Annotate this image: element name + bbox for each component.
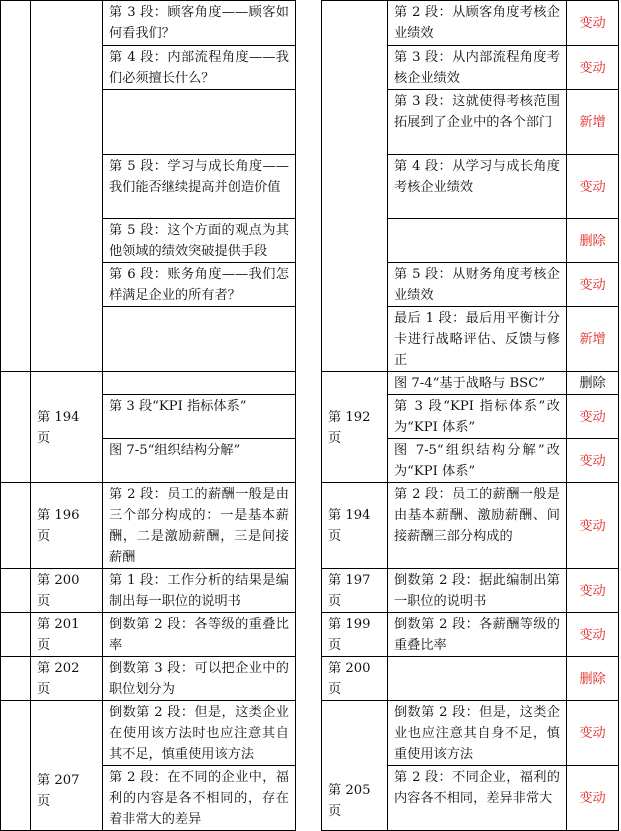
- column-spacer: [296, 1, 322, 831]
- old-page-cell: 第 200 页: [31, 569, 103, 613]
- table-row: [1, 1, 619, 46]
- new-text-cell: 最后 1 段：最后用平衡计分卡进行战略评估、反馈与修正: [388, 307, 567, 372]
- new-text-cell: 第 4 段：从学习与成长角度考核企业绩效: [388, 155, 567, 219]
- new-text-cell: 第 2 段：不同企业，福利的内容各不相同，差异非常大: [388, 766, 567, 831]
- status-cell: 新增: [567, 307, 619, 372]
- row-lead-blank: [1, 372, 31, 483]
- status-cell: 新增: [567, 90, 619, 155]
- new-text-cell: 倒数第 2 段：但是，这类企业也应注意其自身不足，慎重使用该方法: [388, 701, 567, 766]
- status-cell: 变动: [567, 46, 619, 90]
- new-text-cell: 第 3 段“KPI 指标体系”改为“KPI 体系”: [388, 395, 567, 439]
- old-text-cell: 倒数第 2 段：各等级的重叠比率: [103, 613, 296, 657]
- old-text-cell: 第 4 段：内部流程角度——我们必须擅长什么？: [103, 46, 296, 90]
- old-page-cell: 第 207 页: [31, 701, 103, 831]
- row-lead-blank: [1, 569, 31, 613]
- row-lead-blank: [1, 657, 31, 701]
- new-text-cell: [388, 657, 567, 701]
- old-text-cell: 第 5 段：这个方面的观点为其他领域的绩效突破提供手段: [103, 219, 296, 263]
- new-text-cell: 第 2 段：从顾客角度考核企业绩效: [388, 1, 567, 46]
- status-cell: 变动: [567, 483, 619, 569]
- row-lead-blank: [1, 1, 31, 372]
- old-text-cell: [103, 372, 296, 395]
- status-cell: 变动: [567, 395, 619, 439]
- old-text-cell: 倒数第 2 段：但是，这类企业在使用该方法时也应注意其自其不足，慎重使用该方法: [103, 701, 296, 766]
- old-page-cell: 第 202 页: [31, 657, 103, 701]
- new-text-cell: 第 3 段：从内部流程角度考核企业绩效: [388, 46, 567, 90]
- status-cell: 变动: [567, 613, 619, 657]
- new-page-cell: 第 199 页: [322, 613, 388, 657]
- status-cell: 变动: [567, 263, 619, 307]
- old-page-cell: 第 194 页: [31, 372, 103, 483]
- old-text-cell: 第 5 段：学习与成长角度——我们能否继续提高并创造价值: [103, 155, 296, 219]
- old-text-cell: 第 1 段：工作分析的结果是编制出每一职位的说明书: [103, 569, 296, 613]
- new-text-cell: [388, 219, 567, 263]
- new-text-cell: 图 7-4“基于战略与 BSC”: [388, 372, 567, 395]
- new-page-cell: [322, 1, 388, 372]
- new-page-cell: 第 194 页: [322, 483, 388, 569]
- status-cell: 变动: [567, 439, 619, 483]
- old-page-cell: 第 196 页: [31, 483, 103, 569]
- new-page-cell: 第 205 页: [322, 701, 388, 831]
- old-text-cell: 第 2 段：员工的薪酬一般是由三个部分构成的：一是基本薪酬，二是激励薪酬，三是间接薪酬: [103, 483, 296, 569]
- new-page-cell: 第 197 页: [322, 569, 388, 613]
- old-text-cell: [103, 90, 296, 155]
- row-lead-blank: [1, 483, 31, 569]
- new-text-cell: 图 7-5“组织结构分解”改为“KPI 体系”: [388, 439, 567, 483]
- status-cell: 删除: [567, 219, 619, 263]
- new-text-cell: 第 2 段：员工的薪酬一般是由基本薪酬、激励薪酬、间接薪酬三部分构成的: [388, 483, 567, 569]
- old-page-cell: [31, 1, 103, 372]
- row-lead-blank: [1, 613, 31, 657]
- new-text-cell: 倒数第 2 段：各薪酬等级的重叠比率: [388, 613, 567, 657]
- new-text-cell: 第 3 段：这就使得考核范围拓展到了企业中的各个部门: [388, 90, 567, 155]
- new-page-cell: 第 192 页: [322, 372, 388, 483]
- old-text-cell: 第 6 段：账务角度——我们怎样满足企业的所有者？: [103, 263, 296, 307]
- new-page-cell: 第 200 页: [322, 657, 388, 701]
- old-text-cell: 第 3 段：顾客角度——顾客如何看我们？: [103, 1, 296, 46]
- status-cell: 删除: [567, 372, 619, 395]
- status-cell: 变动: [567, 155, 619, 219]
- old-text-cell: 第 3 段“KPI 指标体系”: [103, 395, 296, 439]
- status-cell: 删除: [567, 657, 619, 701]
- old-text-cell: 倒数第 3 段：可以把企业中的职位划分为: [103, 657, 296, 701]
- status-cell: 变动: [567, 701, 619, 766]
- old-text-cell: 第 2 段：在不同的企业中，福利的内容是各不相同的，存在着非常大的差异: [103, 766, 296, 831]
- status-cell: 变动: [567, 569, 619, 613]
- old-text-cell: [103, 307, 296, 372]
- new-text-cell: 第 5 段：从财务角度考核企业绩效: [388, 263, 567, 307]
- status-cell: 变动: [567, 1, 619, 46]
- row-lead-blank: [1, 701, 31, 831]
- old-page-cell: 第 201 页: [31, 613, 103, 657]
- new-text-cell: 倒数第 2 段：据此编制出第一职位的说明书: [388, 569, 567, 613]
- status-cell: 变动: [567, 766, 619, 831]
- old-text-cell: 图 7-5“组织结构分解”: [103, 439, 296, 483]
